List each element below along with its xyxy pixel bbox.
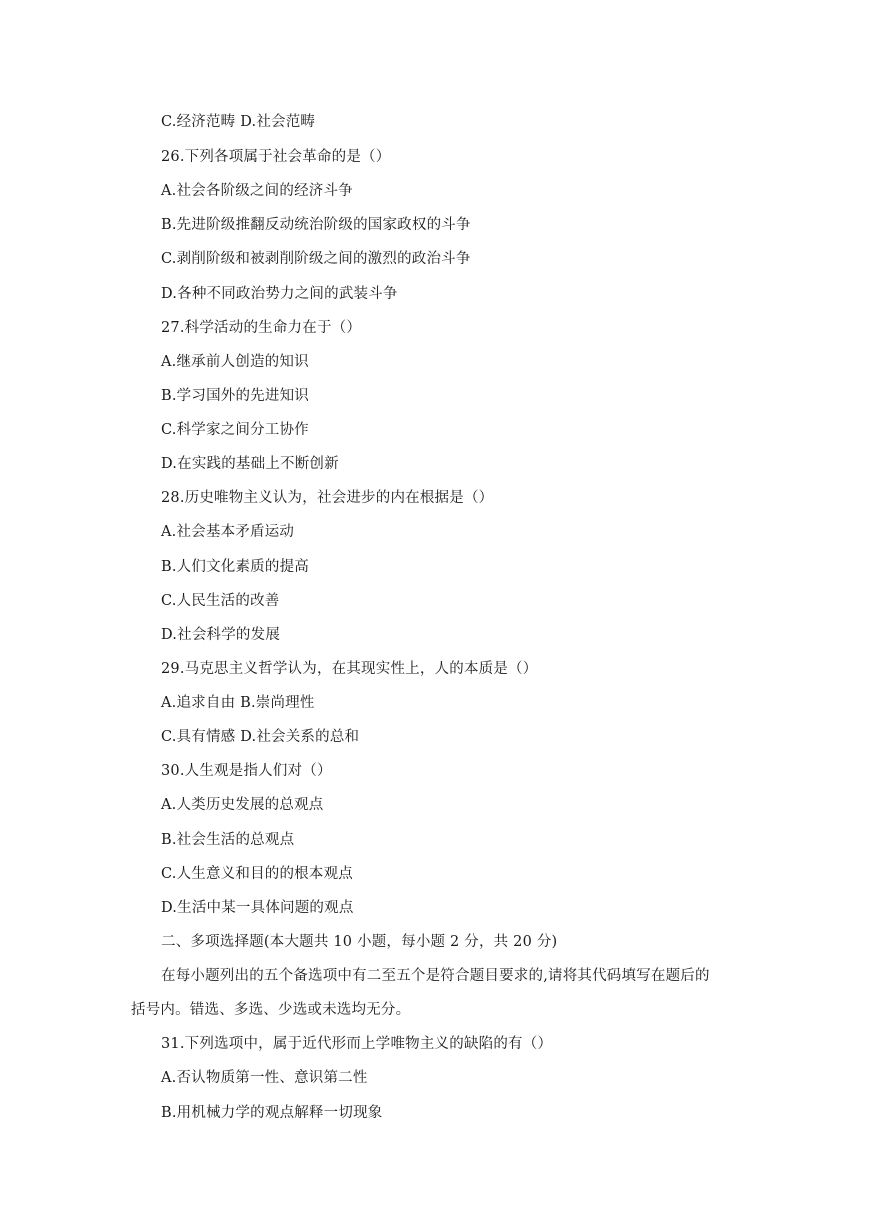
option-line: B.社会生活的总观点 — [161, 832, 295, 848]
option-line: A.继承前人创造的知识 — [161, 354, 309, 370]
option-line: D.社会科学的发展 — [161, 627, 281, 643]
question-29: 29.马克思主义哲学认为，在其现实性上，人的本质是（） — [161, 661, 538, 677]
option-line: A.社会基本矛盾运动 — [161, 524, 295, 540]
question-30: 30.人生观是指人们对（） — [161, 763, 332, 779]
option-line: B.学习国外的先进知识 — [161, 388, 309, 404]
option-line: A.人类历史发展的总观点 — [161, 797, 324, 813]
option-line: D.在实践的基础上不断创新 — [161, 456, 339, 472]
option-line: C.具有情感 D.社会关系的总和 — [161, 729, 360, 745]
option-line: B.先进阶级推翻反动统治阶级的国家政权的斗争 — [161, 217, 471, 233]
question-26: 26.下列各项属于社会革命的是（） — [161, 149, 391, 165]
option-line: D.各种不同政治势力之间的武装斗争 — [161, 286, 398, 302]
question-31: 31.下列选项中，属于近代形而上学唯物主义的缺陷的有（） — [161, 1036, 553, 1052]
option-line: C.剥削阶级和被剥削阶级之间的激烈的政治斗争 — [161, 251, 471, 267]
question-28: 28.历史唯物主义认为，社会进步的内在根据是（） — [161, 490, 494, 506]
option-line: C.经济范畴 D.社会范畴 — [161, 114, 316, 130]
option-line: C.科学家之间分工协作 — [161, 422, 309, 438]
option-line: A.社会各阶级之间的经济斗争 — [161, 183, 353, 199]
option-line: A.否认物质第一性、意识第二性 — [161, 1070, 368, 1086]
option-line: B.用机械力学的观点解释一切现象 — [161, 1105, 383, 1121]
question-27: 27.科学活动的生命力在于（） — [161, 320, 362, 336]
option-line: B.人们文化素质的提高 — [161, 559, 309, 575]
section-instructions-continued: 括号内。错选、多选、少选或未选均无分。 — [131, 1002, 411, 1018]
option-line: A.追求自由 B.崇尚理性 — [161, 695, 315, 711]
section-instructions: 在每小题列出的五个备选项中有二至五个是符合题目要求的,请将其代码填写在题后的 — [161, 968, 710, 984]
option-line: C.人生意义和目的的根本观点 — [161, 866, 353, 882]
option-line: C.人民生活的改善 — [161, 593, 280, 609]
section-heading: 二、多项选择题(本大题共 10 小题，每小题 2 分，共 20 分) — [161, 934, 558, 950]
option-line: D.生活中某一具体问题的观点 — [161, 900, 354, 916]
